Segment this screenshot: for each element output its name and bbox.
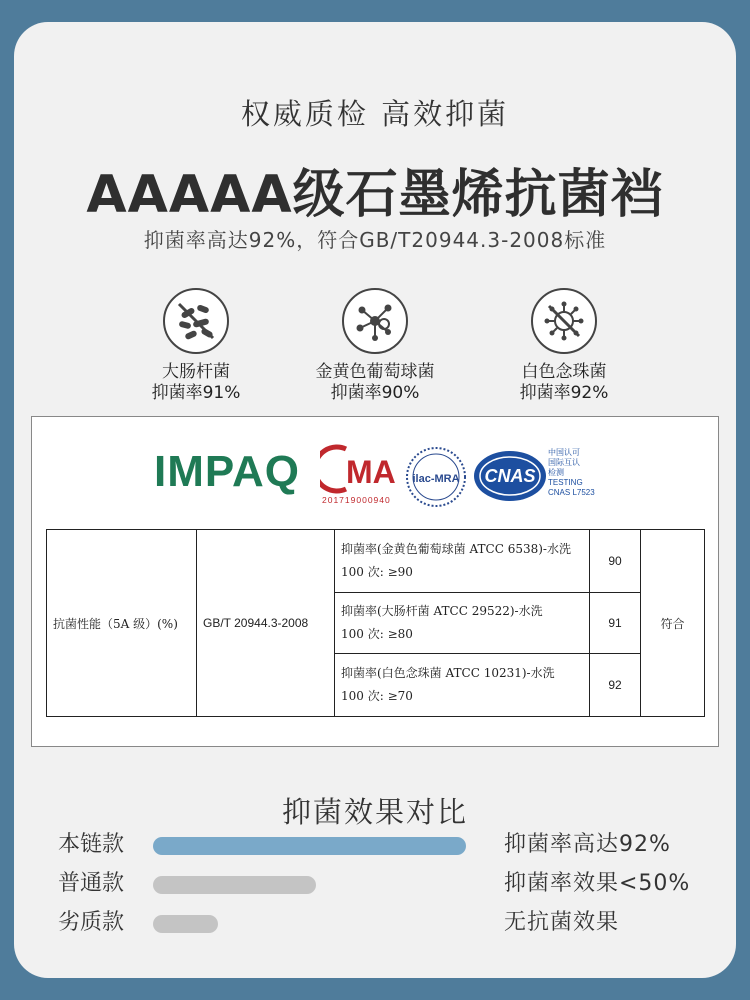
comparison-title: 抑菌效果对比 (281, 795, 468, 829)
comparison-value: 无抗菌效果 (504, 910, 620, 935)
feature-rate: 抑菌率90% (330, 383, 420, 403)
bacteria-rod-icon (163, 288, 229, 354)
feature-name: 金黄色葡萄球菌 (315, 362, 435, 382)
comparison-label: 劣质款 (58, 910, 125, 935)
feature-e-coli (111, 288, 281, 404)
cma-text: MA (346, 454, 396, 490)
comparison-label: 普通款 (58, 871, 125, 896)
feature-name: 大肠杆菌 (162, 362, 230, 382)
test-standard-cell: GB/T 20944.3-2008 (197, 530, 335, 717)
comparison-bar (153, 915, 218, 933)
test-value-cell: 91 (590, 593, 641, 654)
cnas-caption-line: 中国认可 (548, 448, 580, 457)
bacteria-cluster-icon (342, 288, 408, 354)
comparison-row (58, 869, 698, 899)
comparison-row (58, 908, 698, 938)
cnas-caption-line: 检测 (548, 468, 564, 477)
test-value-cell: 92 (590, 654, 641, 717)
comparison-label: 本链款 (58, 832, 125, 857)
cnas-caption-line: CNAS L7523 (548, 488, 595, 497)
requirement-line: 抑菌率(金黄色葡萄球菌 ATCC 6538)-水洗 (341, 542, 571, 556)
test-item-cell: 抗菌性能（5A 级）(%) (47, 530, 197, 717)
product-card (14, 22, 736, 978)
cma-logo (320, 443, 404, 505)
comparison-value: 抑菌率效果<50% (504, 871, 691, 896)
test-result-cell: 符合 (641, 530, 705, 717)
feature-rate: 抑菌率92% (519, 383, 609, 403)
ilac-text: ilac-MRA (412, 473, 460, 485)
requirement-line: 抑菌率(大肠杆菌 ATCC 29522)-水洗 (341, 604, 543, 618)
cnas-text: CNAS (484, 466, 536, 486)
feature-candida (479, 288, 649, 404)
comparison-bar (153, 876, 316, 894)
cnas-logo (470, 447, 550, 505)
comparison-row (58, 830, 698, 860)
cma-number: 201719000940 (322, 495, 391, 505)
test-requirement-cell (335, 593, 590, 654)
cnas-caption-line: TESTING (548, 478, 583, 487)
test-value-cell: 90 (590, 530, 641, 593)
cnas-caption-line: 国际互认 (548, 458, 580, 467)
description: 抑菌率高达92%，符合GB/T20944.3-2008标准 (143, 228, 607, 252)
test-report-certificate (31, 416, 719, 747)
cnas-caption (548, 448, 595, 498)
virus-icon (531, 288, 597, 354)
feature-name: 白色念珠菌 (521, 362, 607, 382)
test-results-table (46, 529, 705, 717)
comparison-bar (153, 837, 466, 855)
requirement-line: 100 次: ≥70 (341, 689, 413, 703)
test-requirement-cell (335, 654, 590, 717)
comparison-value: 抑菌率高达92% (504, 832, 671, 857)
page-title: AAAAA级石墨烯抗菌裆 (86, 165, 664, 225)
requirement-line: 抑菌率(白色念珠菌 ATCC 10231)-水洗 (341, 666, 555, 680)
requirement-line: 100 次: ≥90 (341, 565, 413, 579)
subheading: 权威质检 高效抑菌 (240, 97, 510, 131)
impaq-logo: IMPAQ (154, 447, 300, 496)
ilac-mra-logo (404, 445, 468, 509)
requirement-line: 100 次: ≥80 (341, 627, 413, 641)
test-requirement-cell (335, 530, 590, 593)
feature-staph-aureus (290, 288, 460, 404)
feature-rate: 抑菌率91% (151, 383, 241, 403)
